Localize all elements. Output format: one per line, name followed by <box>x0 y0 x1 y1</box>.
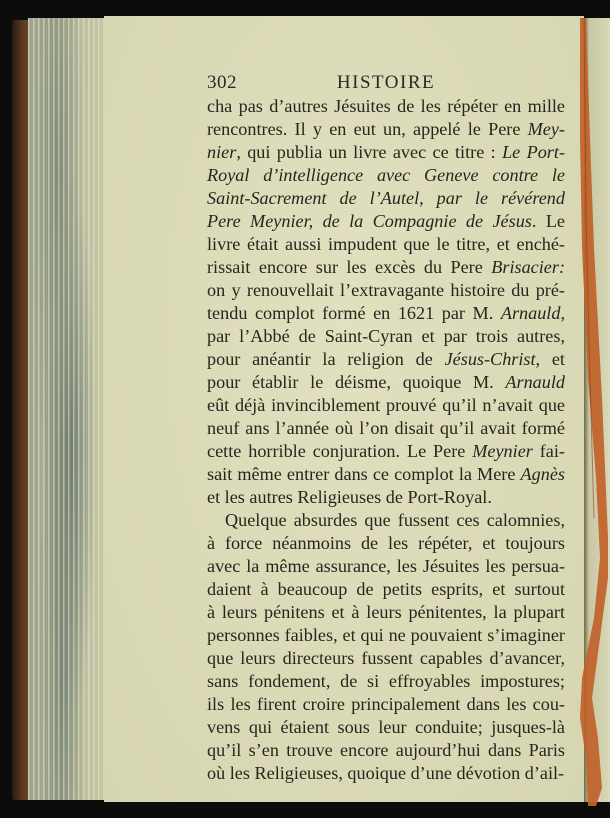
text-line <box>207 233 565 256</box>
bookmark-ribbon <box>572 18 610 808</box>
italic-text: Arnauld <box>505 372 565 392</box>
body-text <box>207 95 565 785</box>
text-segment: fai- <box>532 441 565 461</box>
text-line <box>207 716 565 739</box>
italic-text: Jésus-Christ <box>444 349 536 369</box>
page-header <box>207 72 565 94</box>
italic-text: Pere Meynier, de la Compagnie de Jésus <box>207 211 532 231</box>
text-line <box>207 371 565 394</box>
text-segment: personnes faibles, et qui ne pouvaient s’imaginer <box>207 625 565 645</box>
text-line <box>207 647 565 670</box>
text-segment: ils les firent croire principalement dans les cou- <box>207 694 565 714</box>
text-segment: qu’il s’en trouve encore aujourd’hui dans Paris <box>207 740 565 760</box>
text-segment: avec la même assurance, les Jésuites les persua- <box>207 556 565 576</box>
text-line <box>207 762 565 785</box>
text-line <box>207 187 565 210</box>
italic-text: Meynier <box>472 441 533 461</box>
text-line <box>207 348 565 371</box>
text-line <box>207 141 565 164</box>
text-segment: tendu complot formé en 1621 par M. <box>207 303 501 323</box>
text-segment: à leurs pénitens et à leurs pénitentes, la plupart <box>207 602 565 622</box>
text-line <box>207 509 565 532</box>
text-line <box>207 164 565 187</box>
text-line <box>207 532 565 555</box>
text-line <box>207 394 565 417</box>
text-segment: neuf ans l’année où l’on disait qu’il avait formé <box>207 418 565 438</box>
italic-text: Mey- <box>527 119 565 139</box>
text-line <box>207 463 565 486</box>
page-number: 302 <box>207 72 237 93</box>
text-line <box>207 279 565 302</box>
text-segment: eût déjà invinciblement prouvé qu’il n’avait que <box>207 395 565 415</box>
text-segment: daient à beaucoup de petits esprits, et surtout <box>207 579 565 599</box>
text-segment: que leurs directeurs fussent capables d’avancer, <box>207 648 565 668</box>
text-line <box>207 440 565 463</box>
italic-text: Royal d’intelligence avec Geneve contre le <box>207 165 565 185</box>
text-line <box>207 578 565 601</box>
text-segment: et les autres Religieuses de Port-Royal. <box>207 487 492 507</box>
text-segment: sait même entrer dans ce complot la Mere <box>207 464 521 484</box>
text-line <box>207 601 565 624</box>
text-segment: par l’Abbé de Saint-Cyran et par trois autres, <box>207 326 565 346</box>
text-segment: , qui publia un livre avec ce titre : <box>236 142 503 162</box>
marbled-page-edges <box>28 18 104 800</box>
text-line <box>207 302 565 325</box>
italic-text: Le Port- <box>502 142 565 162</box>
text-segment: Quelque absurdes que fussent ces calomnies, <box>225 510 565 530</box>
text-line <box>207 417 565 440</box>
text-segment: on y renouvellait l’extravagante histoire du pré- <box>207 280 565 300</box>
text-segment: sans fondement, de si effroyables impostures; <box>207 671 565 691</box>
italic-text: Arnauld, <box>500 303 565 323</box>
text-line <box>207 670 565 693</box>
text-line <box>207 739 565 762</box>
text-segment: où les Religieuses, quoique d’une dévotion d’ail- <box>207 763 565 783</box>
text-line <box>207 624 565 647</box>
text-segment: rencontres. Il y en eut un, appelé le Pere <box>207 119 528 139</box>
text-line <box>207 210 565 233</box>
text-segment: pour établir le déisme, quoique M. <box>207 372 506 392</box>
text-line <box>207 486 565 509</box>
text-line <box>207 256 565 279</box>
text-segment: cette horrible conjuration. Le Pere <box>207 441 473 461</box>
text-line <box>207 693 565 716</box>
text-segment: à force néanmoins de les répéter, et toujours <box>207 533 565 553</box>
text-line <box>207 325 565 348</box>
text-segment: cha pas d’autres Jésuites de les répéter en mille <box>207 96 565 116</box>
italic-text: Brisacier: <box>491 257 565 277</box>
italic-text: Saint-Sacrement de l’Autel, par le révérend <box>207 188 565 208</box>
running-title: HISTOIRE <box>336 72 436 93</box>
text-segment: . Le <box>531 211 565 231</box>
text-segment: vens qui étaient sous leur conduite; jusques-là <box>207 717 565 737</box>
text-line <box>207 555 565 578</box>
text-segment: livre était aussi impudent que le titre, et enché- <box>207 234 565 254</box>
text-line <box>207 118 565 141</box>
text-line <box>207 95 565 118</box>
italic-text: Agnès <box>520 464 565 484</box>
text-segment: rissait encore sur les excès du Pere <box>207 257 492 277</box>
text-segment: , et <box>535 349 565 369</box>
text-segment: pour anéantir la religion de <box>207 349 445 369</box>
italic-text: nier <box>207 142 237 162</box>
